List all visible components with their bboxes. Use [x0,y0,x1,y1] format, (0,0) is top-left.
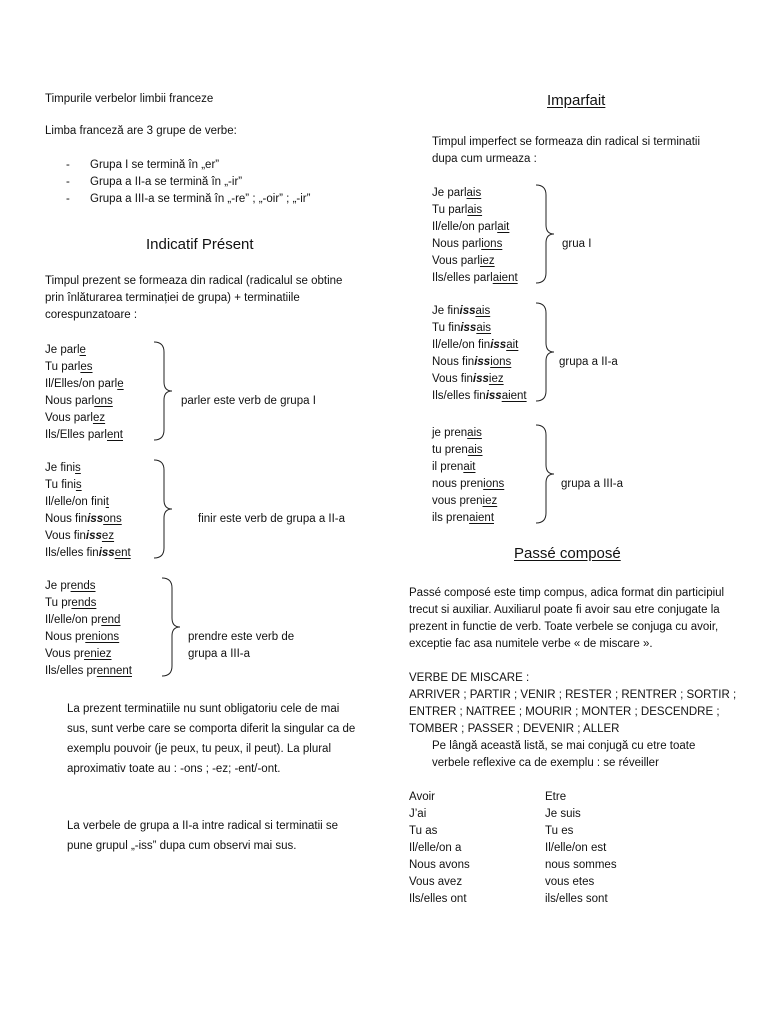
conjugation-line: Avoir [409,791,435,803]
list-item: - Grupa I se termină în „er” [90,157,310,174]
verbs-line: ENTRER ; NAîTREE ; MOURIR ; MONTER ; DESCENDRE ; [409,706,720,718]
conjugation-line: Nous parlons [45,395,113,407]
conjugation-line: Etre [545,791,567,803]
present-heading: Indicatif Présent [146,236,254,253]
conjugation-line: Je prends [45,580,96,592]
brace-icon [158,576,182,678]
prendre-note: grupa a III-a [188,648,251,660]
conjugation-line: Vous avez [409,876,463,888]
brace-icon [150,340,174,442]
conjugation-line: Je suis [545,808,581,820]
verbs-line: ARRIVER ; PARTIR ; VENIR ; RESTER ; RENTRER ; SORTIR ; [409,689,737,701]
conjugation-line: Il/elle/on finissait [432,339,519,351]
conjugation-line: Il/elle/on est [545,842,607,854]
conjugation-line: Il/elle/on a [409,842,462,854]
conjugation-line: Ils/elles ont [409,893,467,905]
list-item: - Grupa a II-a se termină în „-ir” [90,174,310,191]
conjugation-line: il prenait [432,461,476,473]
verb-groups-list [90,157,310,208]
conjugation-line: Ils/elles finissent [45,547,131,559]
conjugation-line: Je finis [45,462,81,474]
present-intro: Timpul prezent se formeaza din radical (radicalul se obtine prin înlăturarea terminației de grupa) + terminatiile corespunzatoare : [45,275,343,321]
conjugation-line: Nous finissions [432,356,512,368]
conjugation-line: Je parle [45,344,86,356]
document-title: Timpurile verbelor limbii franceze [45,93,214,105]
conjugation-line: nous prenions [432,478,505,490]
present-note-paragraph: La prezent terminatiile nu sunt obligatoriu cele de mai sus, sunt verbe care se comporta diferit la singular ca de exemplu pouvoir (je peux, tu peux, il peut). La plural aproximativ toate au : -ons ; -ez; -ent/-ont. [67,703,356,775]
conjugation-line: Ils/elles prennent [45,665,132,677]
conjugation-line: Tu finis [45,479,82,491]
imparfait-heading: Imparfait [547,92,606,109]
conjugation-line: nous sommes [545,859,617,871]
brace-icon [532,183,556,285]
conjugation-line: Il/elle/on finit [45,496,109,508]
conjugation-line: Je parlais [432,187,482,199]
passe-compose-text: Passé composé este timp compus, adica format din participiul trecut si auxiliar. Auxiliarul poate fi avoir sau etre conjugate la prezent in functie de verb. Toate verbele se conjuga cu avoir, exceptie fac asa numitele verbe « de miscare ». [409,587,725,650]
brace-icon [150,458,174,560]
conjugation-line: Tu es [545,825,574,837]
conjugation-line: Nous avons [409,859,470,871]
finir-note: finir este verb de grupa a II-a [198,513,346,525]
conjugation-line: Tu parlais [432,204,483,216]
conjugation-line: Tu finissais [432,322,492,334]
prendre-note: prendre este verb de [188,631,295,643]
conjugation-line: tu prenais [432,444,483,456]
conjugation-line: Il/Elles/on parle [45,378,124,390]
conjugation-line: Vous finissiez [432,373,504,385]
brace-icon [532,423,556,525]
passe-compose-heading: Passé composé [514,545,621,562]
conjugation-line: Vous parlez [45,412,106,424]
conjugation-line: Ils/Elles parlent [45,429,123,441]
intro-text: Limba franceză are 3 grupe de verbe: [45,125,237,137]
conjugation-line: vous etes [545,876,595,888]
conjugation-line: J’ai [409,808,427,820]
conjugation-line: ils prenaient [432,512,495,524]
imparfait-parler-note: grua I [562,238,592,250]
conjugation-line: je prenais [432,427,482,439]
conjugation-line: Nous finissons [45,513,122,525]
conjugation-line: Nous parlions [432,238,503,250]
conjugation-line: Il/elle/on parlait [432,221,510,233]
conjugation-line: Tu parles [45,361,93,373]
conjugation-line: Nous prenions [45,631,120,643]
conjugation-line: Il/elle/on prend [45,614,121,626]
imparfait-prendre-note: grupa a III-a [561,478,624,490]
reflexive-text: Pe lângă această listă, se mai conjugă cu etre toate verbele reflexive ca de exemplu : se réveiller [432,740,696,769]
conjugation-line: Je finissais [432,305,491,317]
verbs-line: TOMBER ; PASSER ; DEVENIR ; ALLER [409,723,620,735]
list-item: - Grupa a III-a se termină în „-re” ; „-oir” ; „-ir” [90,191,310,208]
imparfait-finir-note: grupa a II-a [559,356,618,368]
conjugation-line: Tu as [409,825,438,837]
conjugation-line: Vous finissez [45,530,115,542]
iss-note-paragraph: La verbele de grupa a II-a intre radical si terminatii se pune grupul „-iss” dupa cum observi mai sus. [67,820,339,852]
parler-note: parler este verb de grupa I [181,395,316,407]
conjugation-line: Vous preniez [45,648,112,660]
conjugation-line: ils/elles sont [545,893,608,905]
conjugation-line: vous preniez [432,495,498,507]
conjugation-line: Tu prends [45,597,97,609]
conjugation-line: Ils/elles finissaient [432,390,527,402]
imparfait-intro: Timpul imperfect se formeaza din radical si terminatii dupa cum urmeaza : [432,136,700,165]
verbs-label: VERBE DE MISCARE : [409,672,530,684]
brace-icon [532,301,556,403]
conjugation-line: Vous parliez [432,255,495,267]
conjugation-line: Ils/elles parlaient [432,272,518,284]
